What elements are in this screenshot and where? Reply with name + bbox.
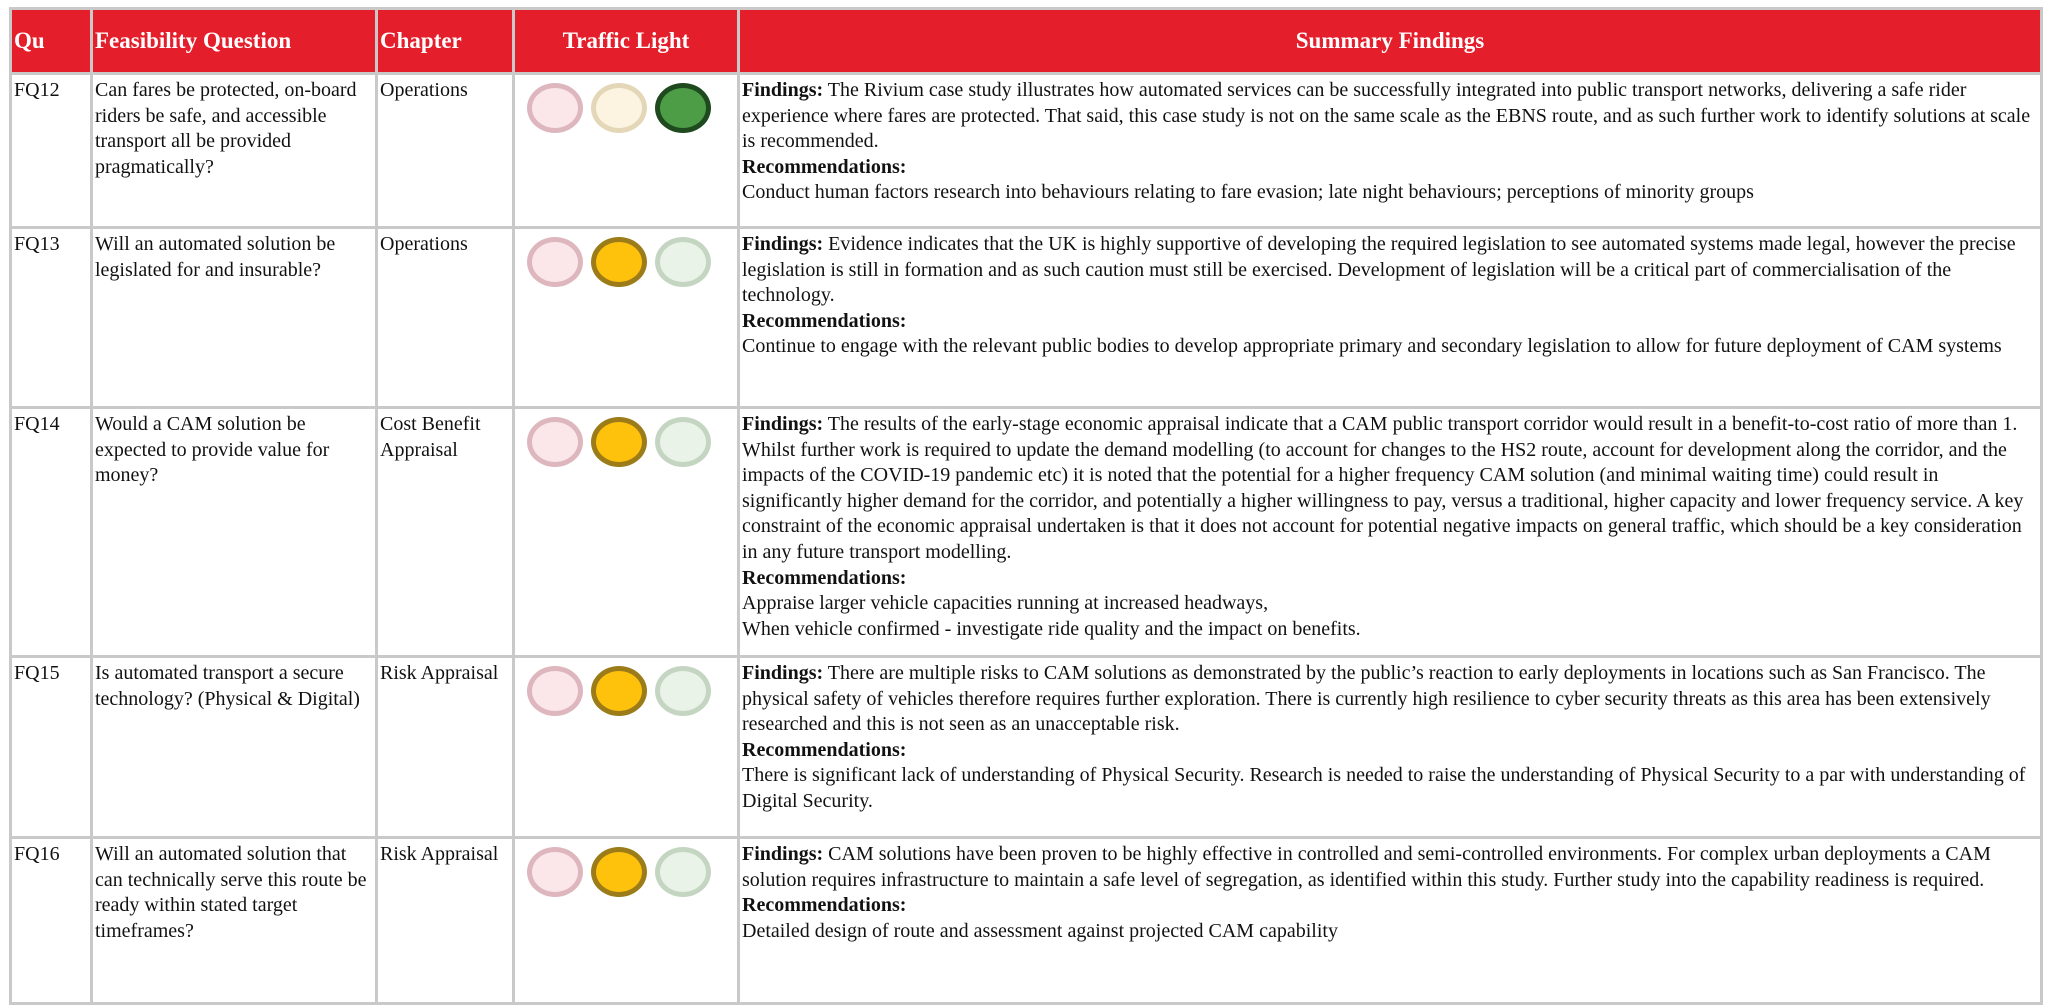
recommendation-text: There is significant lack of understanding of Physical Security. Research is needed to raise the understanding of Physical Security to a par with understanding of Digital Security. bbox=[742, 764, 2026, 812]
summary-cell bbox=[739, 838, 2042, 1004]
findings-label: Findings: bbox=[742, 233, 824, 255]
traffic-light bbox=[517, 232, 735, 287]
qu-cell: FQ14 bbox=[11, 408, 92, 657]
red-light-icon bbox=[527, 417, 583, 467]
traffic-light-cell bbox=[514, 838, 739, 1004]
traffic-light-cell bbox=[514, 228, 739, 408]
table-row bbox=[11, 228, 2042, 408]
header-qu: Qu bbox=[11, 9, 92, 74]
recommendation-text: Continue to engage with the relevant public bodies to develop appropriate primary and secondary legislation to allow for future deployment of CAM systems bbox=[742, 335, 2002, 358]
recommendations-label: Recommendations: bbox=[742, 738, 907, 761]
red-light-icon bbox=[527, 83, 583, 133]
recommendation-text: When vehicle confirmed - investigate ride quality and the impact on benefits. bbox=[742, 617, 1361, 640]
summary-cell bbox=[739, 228, 2042, 408]
green-light-icon bbox=[655, 666, 711, 716]
table-row bbox=[11, 408, 2042, 657]
header-summary: Summary Findings bbox=[739, 9, 2042, 74]
findings-text: CAM solutions have been proven to be highly effective in controlled and semi-controlled environments. For complex urban deployments a CAM solution requires infrastructure to maintain a safe level of segregation, as identified within this study. Further study into the capability readiness is required. bbox=[742, 843, 1991, 891]
header-chapter: Chapter bbox=[377, 9, 514, 74]
findings-label: Findings: bbox=[742, 843, 824, 865]
recommendation-text: Conduct human factors research into behaviours relating to fare evasion; late night behaviours; perceptions of minority groups bbox=[742, 181, 1754, 204]
green-light-icon bbox=[655, 83, 711, 133]
green-light-icon bbox=[655, 237, 711, 287]
qu-cell: FQ13 bbox=[11, 228, 92, 408]
findings-label: Findings: bbox=[742, 79, 824, 101]
traffic-light-cell bbox=[514, 657, 739, 838]
summary-cell bbox=[739, 74, 2042, 228]
red-light-icon bbox=[527, 847, 583, 897]
green-light-icon bbox=[655, 417, 711, 467]
qu-cell: FQ16 bbox=[11, 838, 92, 1004]
recommendation-text: Detailed design of route and assessment against projected CAM capability bbox=[742, 919, 1338, 942]
amber-light-icon bbox=[591, 417, 647, 467]
traffic-light-cell bbox=[514, 74, 739, 228]
amber-light-icon bbox=[591, 666, 647, 716]
recommendations-label: Recommendations: bbox=[742, 894, 907, 917]
recommendations-label: Recommendations: bbox=[742, 566, 907, 589]
qu-cell: FQ12 bbox=[11, 74, 92, 228]
table-row bbox=[11, 657, 2042, 838]
chapter-cell: Operations bbox=[377, 74, 514, 228]
header-row bbox=[11, 9, 2042, 74]
question-cell: Is automated transport a secure technology? (Physical & Digital) bbox=[92, 657, 377, 838]
summary-cell bbox=[739, 408, 2042, 657]
header-question: Feasibility Question bbox=[92, 9, 377, 74]
findings-text: There are multiple risks to CAM solutions as demonstrated by the public’s reaction to early deployments in locations such as San Francisco. The physical safety of vehicles therefore requires further exploration. There is currently high resilience to cyber security threats as this area has been extensively researched and this is not seen as an unacceptable risk. bbox=[742, 662, 1991, 736]
amber-light-icon bbox=[591, 83, 647, 133]
header-traffic-light: Traffic Light bbox=[514, 9, 739, 74]
chapter-cell: Risk Appraisal bbox=[377, 838, 514, 1004]
question-cell: Will an automated solution be legislated for and insurable? bbox=[92, 228, 377, 408]
recommendation-text: Appraise larger vehicle capacities running at increased headways, bbox=[742, 592, 1269, 615]
findings-text: The results of the early-stage economic appraisal indicate that a CAM public transport corridor would result in a benefit-to-cost ratio of more than 1. Whilst further work is required to update the demand modelling (to account for changes to the HS2 route, account for development along the corridor, and the impacts of the COVID-19 pandemic etc) it is noted that the potential for a higher frequency CAM solution (and minimal waiting time) could result in significantly higher demand for the corridor, and potentially a higher willingness to pay, versus a traditional, higher capacity and lower frequency service. A key constraint of the economic appraisal undertaken is that it does not account for potential negative impacts on general traffic, which should be a key consideration in any future transport modelling. bbox=[742, 413, 2024, 563]
chapter-cell: Operations bbox=[377, 228, 514, 408]
findings-text: Evidence indicates that the UK is highly supportive of developing the required legislation to see automated systems made legal, however the precise legislation is still in formation and as such caution must still be exercised. Development of legislation will be a critical part of commercialisation of the technology. bbox=[742, 233, 2016, 307]
green-light-icon bbox=[655, 847, 711, 897]
amber-light-icon bbox=[591, 847, 647, 897]
recommendations-label: Recommendations: bbox=[742, 155, 907, 178]
recommendations-label: Recommendations: bbox=[742, 309, 907, 332]
question-cell: Can fares be protected, on-board riders be safe, and accessible transport all be provided pragmatically? bbox=[92, 74, 377, 228]
traffic-light bbox=[517, 661, 735, 716]
findings-label: Findings: bbox=[742, 413, 824, 435]
red-light-icon bbox=[527, 666, 583, 716]
traffic-light bbox=[517, 842, 735, 897]
question-cell: Would a CAM solution be expected to provide value for money? bbox=[92, 408, 377, 657]
red-light-icon bbox=[527, 237, 583, 287]
findings-label: Findings: bbox=[742, 662, 824, 684]
table-row bbox=[11, 838, 2042, 1004]
chapter-cell: Cost Benefit Appraisal bbox=[377, 408, 514, 657]
chapter-cell: Risk Appraisal bbox=[377, 657, 514, 838]
qu-cell: FQ15 bbox=[11, 657, 92, 838]
traffic-light bbox=[517, 78, 735, 133]
table-row bbox=[11, 74, 2042, 228]
feasibility-table bbox=[9, 7, 2043, 1005]
question-cell: Will an automated solution that can technically serve this route be ready within stated target timeframes? bbox=[92, 838, 377, 1004]
traffic-light bbox=[517, 412, 735, 467]
findings-text: The Rivium case study illustrates how automated services can be successfully integrated into public transport networks, delivering a safe rider experience where fares are protected. That said, this case study is not on the same scale as the EBNS route, and as such further work to identify solutions at scale is recommended. bbox=[742, 79, 2031, 153]
traffic-light-cell bbox=[514, 408, 739, 657]
summary-cell bbox=[739, 657, 2042, 838]
amber-light-icon bbox=[591, 237, 647, 287]
